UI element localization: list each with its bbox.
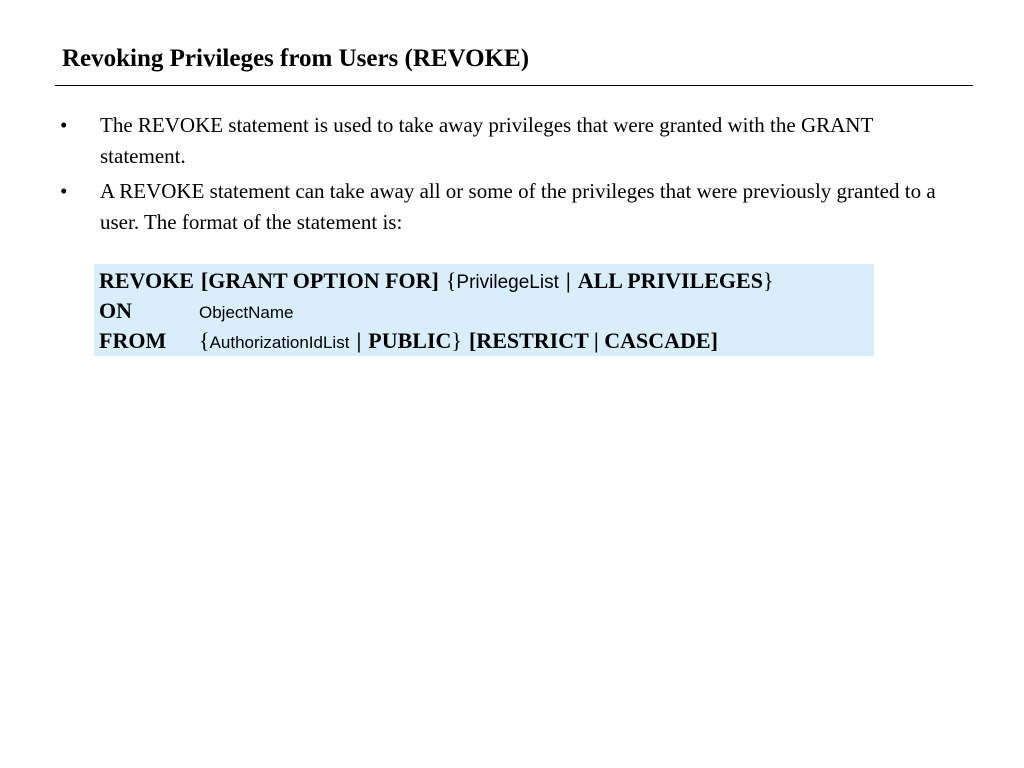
bullet-dot-icon: • bbox=[60, 179, 68, 203]
authorization-id-list-ident: AuthorizationIdList bbox=[209, 333, 350, 352]
open-brace: { bbox=[445, 268, 457, 293]
syntax-line-from bbox=[99, 326, 869, 356]
grant-option-clause: [GRANT OPTION FOR] bbox=[200, 268, 439, 293]
pipe-separator: | bbox=[356, 328, 362, 353]
object-name-ident: ObjectName bbox=[199, 303, 294, 322]
syntax-line-on bbox=[99, 296, 869, 326]
close-brace: } bbox=[451, 328, 462, 353]
bullet-dot-icon: • bbox=[60, 113, 68, 137]
public-keyword: PUBLIC bbox=[368, 328, 452, 353]
keyword-on: ON bbox=[99, 298, 132, 323]
revoke-syntax-box bbox=[94, 264, 874, 356]
pipe-separator: | bbox=[565, 268, 571, 293]
privilege-list-ident: PrivilegeList bbox=[456, 272, 559, 293]
open-brace: { bbox=[199, 328, 210, 353]
title-divider bbox=[55, 85, 973, 86]
bullet-item bbox=[60, 176, 960, 238]
bullet-text: The REVOKE statement is used to take away privileges that were granted with the GRANT statement. bbox=[100, 113, 873, 168]
keyword-revoke: REVOKE bbox=[99, 268, 194, 293]
restrict-cascade-clause: [RESTRICT | CASCADE] bbox=[468, 328, 718, 353]
syntax-line-revoke bbox=[99, 266, 869, 296]
bullet-item bbox=[60, 110, 960, 172]
keyword-from: FROM bbox=[99, 328, 167, 353]
slide-title: Revoking Privileges from Users (REVOKE) bbox=[62, 45, 530, 72]
bullet-text: A REVOKE statement can take away all or some of the privileges that were previously granted to a user. The format of the statement is: bbox=[100, 179, 936, 234]
all-privileges-keyword: ALL PRIVILEGES bbox=[577, 268, 763, 293]
bullet-list bbox=[60, 110, 960, 242]
close-brace: } bbox=[762, 268, 774, 293]
